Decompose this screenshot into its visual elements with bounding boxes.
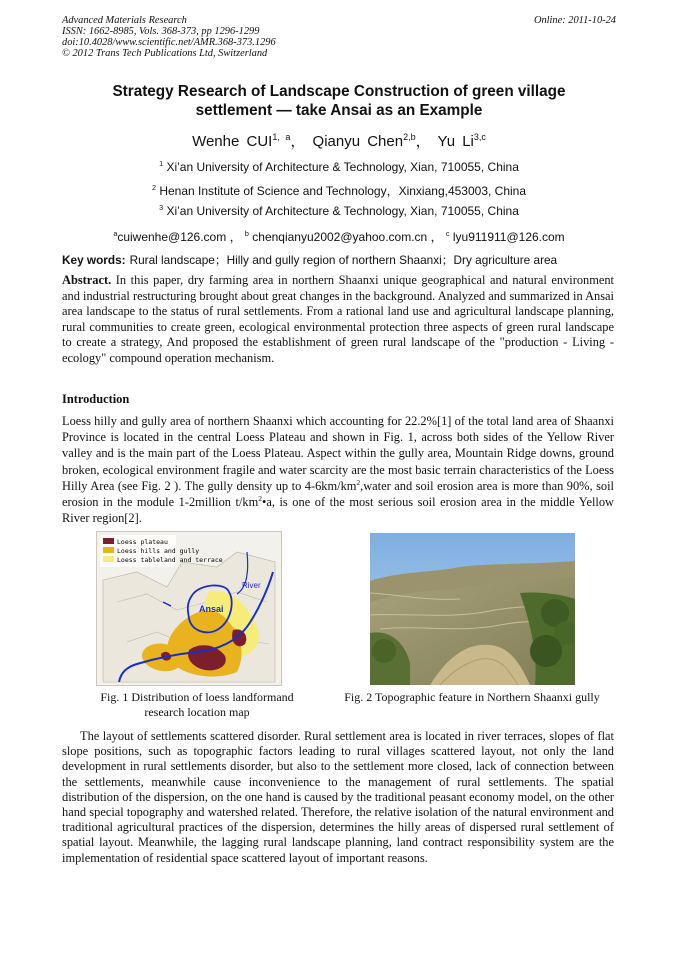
legend-label: Loess hills and gully [117,547,200,555]
figure-1-map [96,531,282,686]
author-list [62,130,616,151]
email-address[interactable]: lyu911911@126.com [452,230,565,244]
gully-landscape-photo [370,533,575,685]
email-address[interactable]: cuiwenhe@126.com [117,230,227,244]
superscript: 2 [258,493,262,503]
river-label: River [242,581,261,590]
paragraph-text: Loess hilly and gully area of northern Shaanxi which accounting for 22.2%[1] of the total land area of Shaanxi Province is located in the central Loess Plateau and shown in Fig. 1, across both sides of the Yellow River valley and is the main part of the Loess Plateau. Aspect within the gully area, Mountain Ridge downs, ground broken, ecological environment fragile and water scarcity are the most basic terrain characteristics of the Loess Hilly Area (see Fig. 2 ). The gully density up to 4-6km/km [62,414,614,493]
email-mark: a [113,229,118,238]
email-list [62,228,616,245]
keywords [62,251,622,268]
email-mark: b [244,229,249,238]
intro-paragraph [62,413,614,526]
affiliation-mark: 3 [159,203,164,212]
figure-1-caption: Fig. 1 Distribution of loess landformand research location map [100,690,294,719]
journal-name: Advanced Materials Research [62,15,187,26]
journal-issn: ISSN: 1662-8985, Vols. 368-373, pp 1296-1299 [62,26,260,37]
loess-distribution-map [97,532,281,685]
affiliation [62,160,616,174]
legend-swatch-hills [103,547,114,553]
author-affil-mark: 2,b [403,132,416,142]
abstract [62,273,614,367]
figure-2-caption: Fig. 2 Topographic feature in Northern Shaanxi gully [344,690,600,704]
journal-copyright: © 2012 Trans Tech Publications Ltd, Switzerland [62,48,268,59]
legend-swatch-plateau [103,538,114,544]
title-line-1: Strategy Research of Landscape Construction of green village [112,83,566,100]
journal-doi: doi:10.4028/www.scientific.net/AMR.368-373.1296 [62,37,276,48]
affiliation-text: Xi’an University of Architecture & Technology, Xian, 710055, China [166,160,519,174]
affiliation [62,182,616,199]
affiliation-text: Xi’an University of Architecture & Technology, Xian, 710055, China [166,204,519,218]
author-separator: ， [290,133,306,150]
journal-header [62,15,616,59]
title-line-2: settlement — take Ansai as an Example [195,102,483,119]
author-name: Yu Li [437,133,474,150]
paragraph-text: •a, is one of the most serious soil erosion area in the middle Yellow River region[2]. [62,495,614,526]
section-heading: Introduction [62,392,130,406]
keywords-text: Rural landscape；Hilly and gully region of northern Shaanxi；Dry agriculture area [129,253,558,267]
paragraph-text: ,water and soil erosion area is more than 90%, soil erosion in the module 1-2million t/km [62,478,615,510]
figure-2-photo [370,533,575,685]
affiliation [62,204,616,218]
intro-paragraph-2: The layout of settlements scattered disorder. Rural settlement area is located in river terraces, slopes of flat slope positions, such as topographic factors leading to rural villages scattered layout, not only the land development in rural settlements disorder, but also to the settlement more closed, lack of connection between the settlements, meanwhile cause inconvenience to the management of rural settlements. The spatial distribution of the dispersion, on the one hand is caused by the traditional peasant economy model, on the other hand special topography and watershed related. Therefore, the relative isolation of the natural environment and traditional agricultural practices of the dispersion, determines the hilly areas of dispersed rural settlement of spatial layout. Meanwhile, the lagging rural landscape planning, land contract responsibility system are the implementation of residential space scattered layout of important reasons. [62,729,614,865]
affiliation-mark: 2 [151,183,156,192]
legend-label: Loess plateau [117,538,168,546]
paper-title [62,82,616,120]
affiliation-mark: 1 [159,159,164,168]
email-separator: ， [427,230,443,244]
superscript: 2 [356,477,361,487]
email-mark: c [445,229,450,238]
online-date: Online: 2011-10-24 [533,15,616,26]
author-affil-mark: 1, a [272,132,291,142]
abstract-text: In this paper, dry farming area in northern Shaanxi unique geographical and natural environment and industrial restructuring brought about great changes in the background. Analyzed and summarized in Ansai area landscape to the status of rural settlements. From a rational land use and agricultural landscape planning, rural communities to create green, ecological environmental protection three aspects of green rural landscape to create a strategy, And proposed the establishment of green rural landscape of the "production - Living - ecology" compound operation mechanism. [62,273,614,365]
author-affil-mark: 3,c [473,132,486,142]
author-name: Qianyu Chen [312,133,404,150]
author-name: Wenhe CUI [192,133,273,150]
author-separator: ， [415,133,431,150]
abstract-label: Abstract. [62,273,112,287]
email-separator: ， [226,230,242,244]
affiliation-text: Henan Institute of Science and Technology，Xinxiang,453003, China [159,184,527,198]
keywords-label: Key words: [62,253,126,267]
legend-label: Loess tableland and terrace [117,556,223,564]
legend-swatch-tableland [103,556,114,562]
email-address[interactable]: chenqianyu2002@yahoo.com.cn [252,230,428,244]
ansai-label: Ansai [199,604,224,614]
